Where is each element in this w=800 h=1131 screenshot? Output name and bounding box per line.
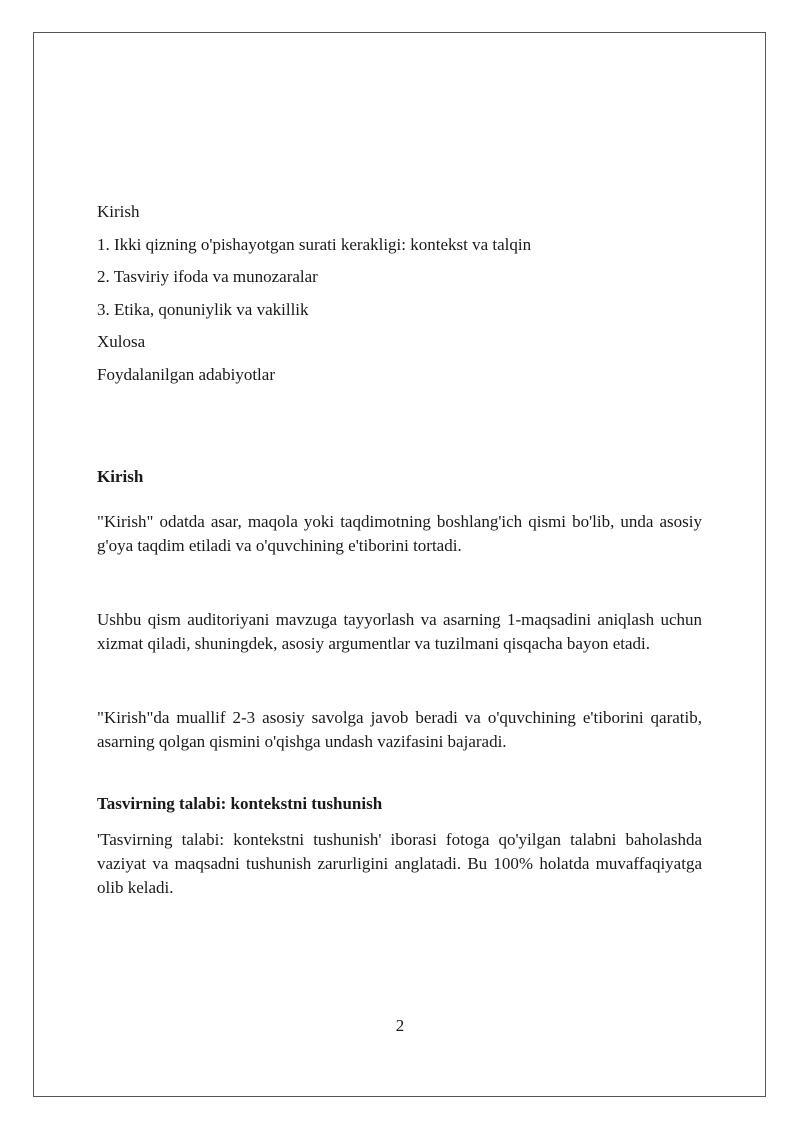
page-number: 2 [395,1016,405,1035]
toc-item-adabiyotlar: Foydalanilgan adabiyotlar [97,364,275,384]
toc-item-3: 3. Etika, qonuniylik va vakillik [97,299,309,319]
paragraph: "Kirish" odatda asar, maqola yoki taqdimotning boshlang'ich qismi bo'lib, unda asosiy g'oya taqdim etiladi va o'quvchining e'tiborini tortadi. [97,511,702,555]
toc-item-kirish: Kirish [97,202,140,221]
paragraph: 'Tasvirning talabi: kontekstni tushunish' iborasi fotoga qo'yilgan talabni baholashda vaziyat va maqsadni tushunish zarurligini anglatadi. Bu 100% holatda muvaffaqiyatga olib keladi. [97,829,702,897]
toc-item-1: 1. Ikki qizning o'pishayotgan surati kerakligi: kontekst va talqin [97,234,532,254]
paragraph: Ushbu qism auditoriyani mavzuga tayyorlash va asarning 1-maqsadini aniqlash uchun xizmat qiladi, shuningdek, asosiy argumentlar va tuzilmani qisqacha bayon etadi. [97,609,702,653]
paragraph: "Kirish"da muallif 2-3 asosiy savolga javob beradi va o'quvchining e'tiborini qaratib, asarning qolgan qismini o'qishga undash vazifasini bajaradi. [97,707,702,751]
section-heading-kirish: Kirish [97,466,144,486]
toc-item-2: 2. Tasviriy ifoda va munozaralar [97,267,318,286]
section-heading-tasvir: Tasvirning talabi: kontekstni tushunish [97,793,383,813]
document-body [97,200,702,900]
toc-item-xulosa: Xulosa [97,332,146,351]
table-of-contents [97,200,702,387]
